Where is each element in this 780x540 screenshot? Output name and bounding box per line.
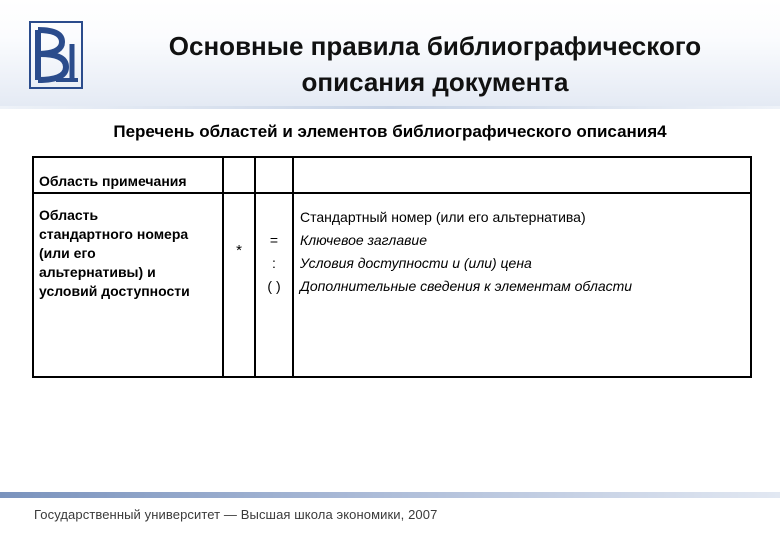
punctuation-cell <box>255 193 293 377</box>
punctuation-cell <box>255 157 293 193</box>
title-line-1: Основные правила библиографического <box>168 31 702 61</box>
footer-divider <box>0 492 780 498</box>
element-item: Дополнительные сведения к элементам области <box>300 278 633 294</box>
slide-title <box>110 28 760 100</box>
area-name: Область примечания <box>39 173 187 189</box>
slide-header <box>0 0 780 106</box>
bibliographic-areas-table <box>32 156 752 378</box>
marker-cell <box>223 157 255 193</box>
table-row <box>33 193 751 377</box>
punctuation-mark: : <box>272 255 276 271</box>
punctuation-list <box>256 194 292 298</box>
area-name-line: стандартного номера <box>39 226 189 242</box>
area-name-line: условий доступности <box>39 283 190 299</box>
element-item: Условия доступности и (или) цена <box>300 255 532 271</box>
area-name-cell <box>33 193 223 377</box>
elements-cell <box>293 157 751 193</box>
area-name-line: Область <box>39 207 99 223</box>
element-item: Ключевое заглавие <box>300 232 427 248</box>
punctuation-mark: = <box>269 232 279 248</box>
table-row <box>33 157 751 193</box>
punctuation-mark: ( ) <box>267 278 281 294</box>
area-name-line: (или его <box>39 245 96 261</box>
header-divider <box>0 106 780 109</box>
element-item: Стандартный номер (или его альтернатива) <box>300 209 586 225</box>
table-caption: Перечень областей и элементов библиографического описания4 <box>113 122 667 141</box>
mandatory-marker: * <box>236 242 242 259</box>
title-line-2: описания документа <box>301 67 569 97</box>
footer-copyright: Государственный университет — Высшая школа экономики, 2007 <box>34 507 438 522</box>
hse-logo-icon <box>28 20 84 90</box>
elements-list <box>294 194 750 298</box>
area-name-cell <box>33 157 223 193</box>
marker-cell <box>223 193 255 377</box>
elements-cell <box>293 193 751 377</box>
punctuation-mark <box>256 206 292 229</box>
area-name-line: альтернативы) и <box>39 264 156 280</box>
area-name <box>34 194 222 301</box>
